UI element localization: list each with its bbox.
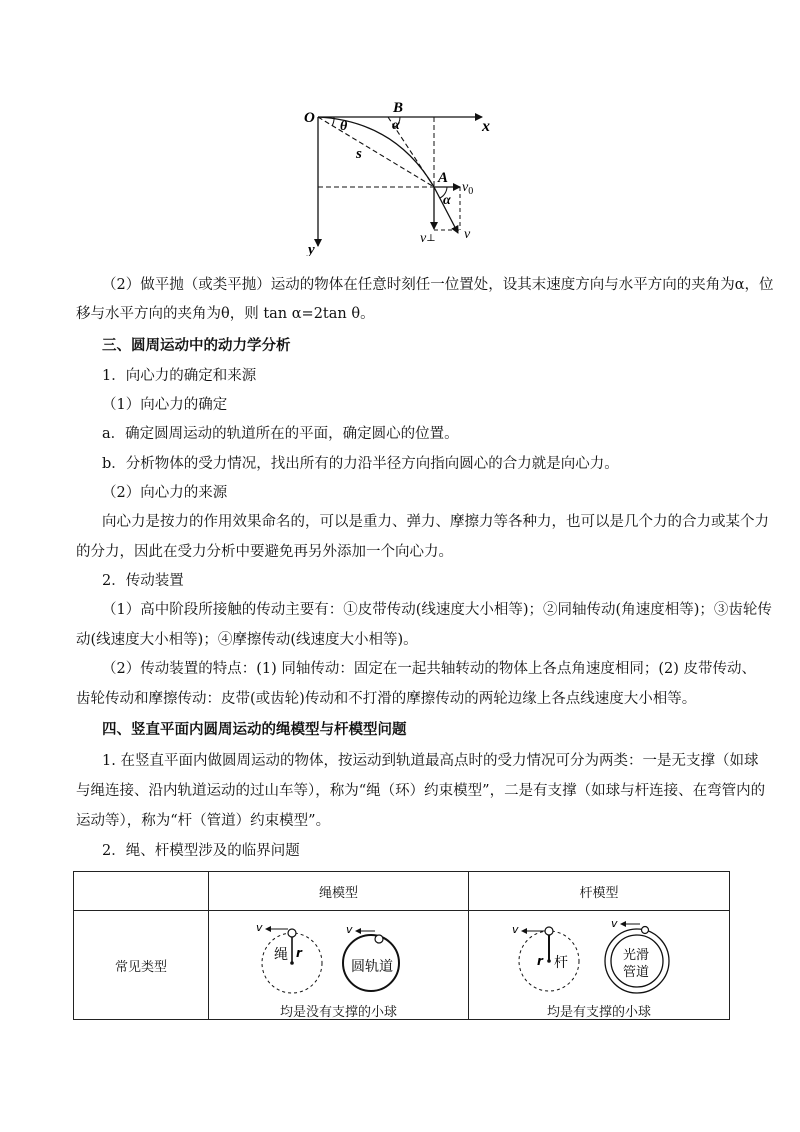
pipe-label-line1: 光滑 [623, 948, 650, 963]
rope-caption: 均是没有支撑的小球 [279, 1005, 397, 1020]
v-label: v [464, 227, 471, 242]
section-heading-3: 三、圆周运动中的动力学分析 [102, 338, 291, 354]
model-comparison-table [73, 871, 730, 1020]
theta-label: θ [340, 119, 348, 134]
paragraph-line: 1. 在竖直平面内做圆周运动的物体，按运动到轨道最高点时的受力情况可分为两类：一是无支撑（如球 [102, 753, 759, 769]
paragraph-line: 运动等），称为“杆（管道）约束模型”。 [76, 813, 331, 829]
v0-label: $v_0$ [462, 180, 474, 197]
paragraph-line: （1）高中阶段所接触的传动主要有：①皮带传动(线速度大小相等)；②同轴传动(角速度相等)；③齿轮传 [102, 602, 772, 618]
rope-model-cell [209, 911, 469, 1020]
rod-r-label: r [537, 954, 543, 968]
displacement-label: s [356, 146, 362, 162]
paragraph-line: （2）传动装置的特点：(1) 同轴传动：固定在一起共轴转动的物体上各点角速度相同；(2) 皮带传动、 [102, 661, 757, 677]
paragraph-line: 齿轮传动和摩擦传动：皮带(或齿轮)传动和不打滑的摩擦传动的两轮边缘上各点线速度大小相等。 [76, 691, 697, 707]
rod-model-cell [469, 911, 730, 1020]
projectile-diagram [300, 96, 510, 256]
paragraph-line: 动(线速度大小相等)；④摩擦传动(线速度大小相等)。 [76, 632, 418, 648]
rope-label: 绳 [273, 947, 288, 963]
track-label: 圆轨道 [350, 959, 393, 975]
table-header-row [74, 872, 730, 911]
paragraph-line: 移与水平方向的夹角为θ，则 tan α=2tan θ。 [76, 306, 375, 322]
table-header-cell: 绳模型 [209, 872, 469, 911]
paragraph-line: 的分力，因此在受力分析中要避免再另外添加一个向心力。 [76, 544, 453, 560]
rod-figure [469, 915, 729, 1020]
subsection-heading: （1）向心力的确定 [102, 397, 228, 413]
rope-r-label: r [295, 946, 302, 960]
subsection-heading: 2．绳、杆模型涉及的临界问题 [102, 843, 300, 859]
rod-caption: 均是有支撑的小球 [546, 1005, 651, 1020]
pipe-label-line2: 管道 [623, 965, 650, 980]
displacement-dashed-line [318, 117, 434, 187]
table-header-cell [74, 872, 209, 911]
table-header-cell: 杆模型 [469, 872, 730, 911]
rod-v-label: v [512, 923, 519, 936]
point-a-label: A [438, 170, 449, 186]
point-b-label: B [393, 100, 404, 116]
paragraph-line: （2）做平抛（或类平抛）运动的物体在任意时刻任一位置处，设其末速度方向与水平方向的夹角为α，位 [102, 277, 774, 293]
rope-v-label: v [255, 921, 263, 934]
subsection-heading: （2）向心力的来源 [102, 485, 228, 501]
origin-label: O [304, 110, 315, 126]
subsection-heading: 2．传动装置 [102, 573, 184, 589]
track-v-label: v [345, 923, 353, 936]
section-heading-4: 四、竖直平面内圆周运动的绳模型与杆模型问题 [102, 722, 407, 738]
rod-label: 杆 [554, 955, 568, 971]
list-item: a．确定圆周运动的轨道所在的平面，确定圆心的位置。 [102, 426, 459, 442]
rope-figure [209, 915, 468, 1020]
paragraph-line: 与绳连接、沿内轨道运动的过山车等），称为“绳（环）约束模型”，二是有支撑（如球与杆连接、在弯管内的 [76, 783, 766, 799]
row-label-cell: 常见类型 [74, 911, 209, 1020]
list-item: b．分析物体的受力情况，找出所有的力沿半径方向指向圆心的合力就是向心力。 [102, 456, 619, 472]
x-axis-label: x [482, 118, 490, 135]
paragraph-line: 向心力是按力的作用效果命名的，可以是重力、弹力、摩擦力等各种力，也可以是几个力的合力或某个力 [102, 514, 769, 530]
table-row [74, 911, 730, 1020]
alpha-a-label: α [443, 193, 451, 208]
pipe-v-label: v [611, 917, 618, 930]
rod-model-diagram [509, 915, 689, 1003]
y-axis-label: y [308, 242, 315, 256]
v-perp-label: v⊥ [420, 231, 436, 246]
alpha-b-label: α [392, 118, 400, 133]
subsection-heading: 1．向心力的确定和来源 [102, 368, 257, 384]
rope-model-diagram [254, 915, 424, 1003]
